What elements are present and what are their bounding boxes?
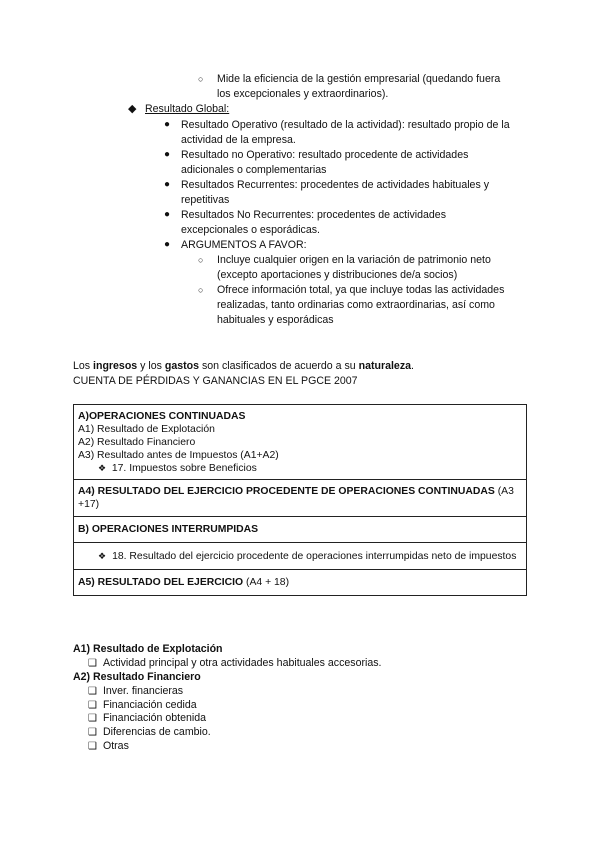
checkbox-bullet-icon: ❑ <box>88 686 97 697</box>
a2-row: A2) Resultado Financiero <box>78 437 196 448</box>
item-3-line-2: repetitivas <box>181 194 230 206</box>
checkbox-bullet-icon: ❑ <box>88 713 97 724</box>
circle-bullet-icon: ○ <box>198 74 204 84</box>
item-1-line-1: Resultado Operativo (resultado de la actividad): resultado propio de la <box>181 119 510 131</box>
dot-bullet-icon: ● <box>164 179 171 190</box>
favor-2-line-1: Ofrece información total, ya que incluye todas las actividades <box>217 284 505 296</box>
a1-row: A1) Resultado de Explotación <box>78 424 215 435</box>
item-2-line-1: Resultado no Operativo: resultado procedente de actividades <box>181 149 469 161</box>
bottom-a2-item: ❑ Otras <box>88 740 129 752</box>
checkbox-bullet-icon: ❑ <box>88 741 97 752</box>
bottom-a2-item: ❑ Financiación obtenida <box>88 712 207 724</box>
a4-cell: A4) RESULTADO DEL EJERCICIO PROCEDENTE DE OPERACIONES CONTINUADAS (A3 +17) <box>74 480 527 517</box>
diamond-bullet-icon: ◆ <box>128 103 137 115</box>
item-18-row: ❖ 18. Resultado del ejercicio procedente de operaciones interrumpidas neto de impuestos <box>98 551 517 562</box>
item-1-line-2: actividad de la empresa. <box>181 134 296 146</box>
section-a-title: A)OPERACIONES CONTINUADAS <box>78 411 246 422</box>
checkbox-bullet-icon: ❑ <box>88 700 97 711</box>
checkbox-bullet-icon: ❑ <box>88 727 97 738</box>
global-heading: Resultado Global: <box>145 103 230 115</box>
diamond-outline-bullet-icon: ❖ <box>98 551 107 561</box>
pyg-subtitle: CUENTA DE PÉRDIDAS Y GANANCIAS EN EL PGCE 2007 <box>73 375 358 387</box>
favor-2-line-2: realizadas, tanto ordinarias como extraordinarias, así como <box>217 299 495 311</box>
favor-1-line-2: (excepto aportaciones y distribuciones de/a socios) <box>217 269 458 281</box>
bottom-a1-item: ❑ Actividad principal y otra actividades habituales accesorias. <box>88 657 382 669</box>
intro-paragraph: Los ingresos y los gastos son clasificados de acuerdo a su naturaleza. <box>73 360 414 372</box>
favor-2-line-3: habituales y esporádicas <box>217 314 334 326</box>
checkbox-bullet-icon: ❑ <box>88 658 97 669</box>
item-17-row: ❖ 17. Impuestos sobre Beneficios <box>98 463 257 474</box>
efficiency-line-2: los excepcionales y extraordinarios). <box>217 88 389 100</box>
section-a-cell <box>74 405 527 480</box>
item-4-line-1: Resultados No Recurrentes: procedentes de actividades <box>181 209 446 221</box>
bottom-a1-heading: A1) Resultado de Explotación <box>73 643 223 655</box>
dot-bullet-icon: ● <box>164 239 171 250</box>
bottom-a2-item: ❑ Diferencias de cambio. <box>88 726 211 738</box>
item-5-line-1: ARGUMENTOS A FAVOR: <box>181 239 307 251</box>
item-2-line-2: adicionales o complementarias <box>181 164 327 176</box>
efficiency-line-1: Mide la eficiencia de la gestión empresarial (quedando fuera <box>217 73 501 85</box>
bottom-a2-item: ❑ Inver. financieras <box>88 685 184 697</box>
circle-bullet-icon: ○ <box>198 285 204 295</box>
section-b-cell: B) OPERACIONES INTERRUMPIDAS <box>74 517 527 543</box>
favor-1-line-1: Incluye cualquier origen en la variación de patrimonio neto <box>217 254 491 266</box>
diamond-outline-bullet-icon: ❖ <box>98 463 107 473</box>
bottom-a2-heading: A2) Resultado Financiero <box>73 671 201 683</box>
circle-bullet-icon: ○ <box>198 255 204 265</box>
dot-bullet-icon: ● <box>164 119 171 130</box>
bottom-a2-item: ❑ Financiación cedida <box>88 699 197 711</box>
item-3-line-1: Resultados Recurrentes: procedentes de actividades habituales y <box>181 179 489 191</box>
dot-bullet-icon: ● <box>164 149 171 160</box>
a3-row: A3) Resultado antes de Impuestos (A1+A2) <box>78 450 279 461</box>
pyg-table <box>73 404 527 596</box>
dot-bullet-icon: ● <box>164 209 171 220</box>
a5-cell: A5) RESULTADO DEL EJERCICIO (A4 + 18) <box>74 570 527 596</box>
item-18-cell <box>74 543 527 570</box>
item-4-line-2: excepcionales o esporádicas. <box>181 224 320 236</box>
